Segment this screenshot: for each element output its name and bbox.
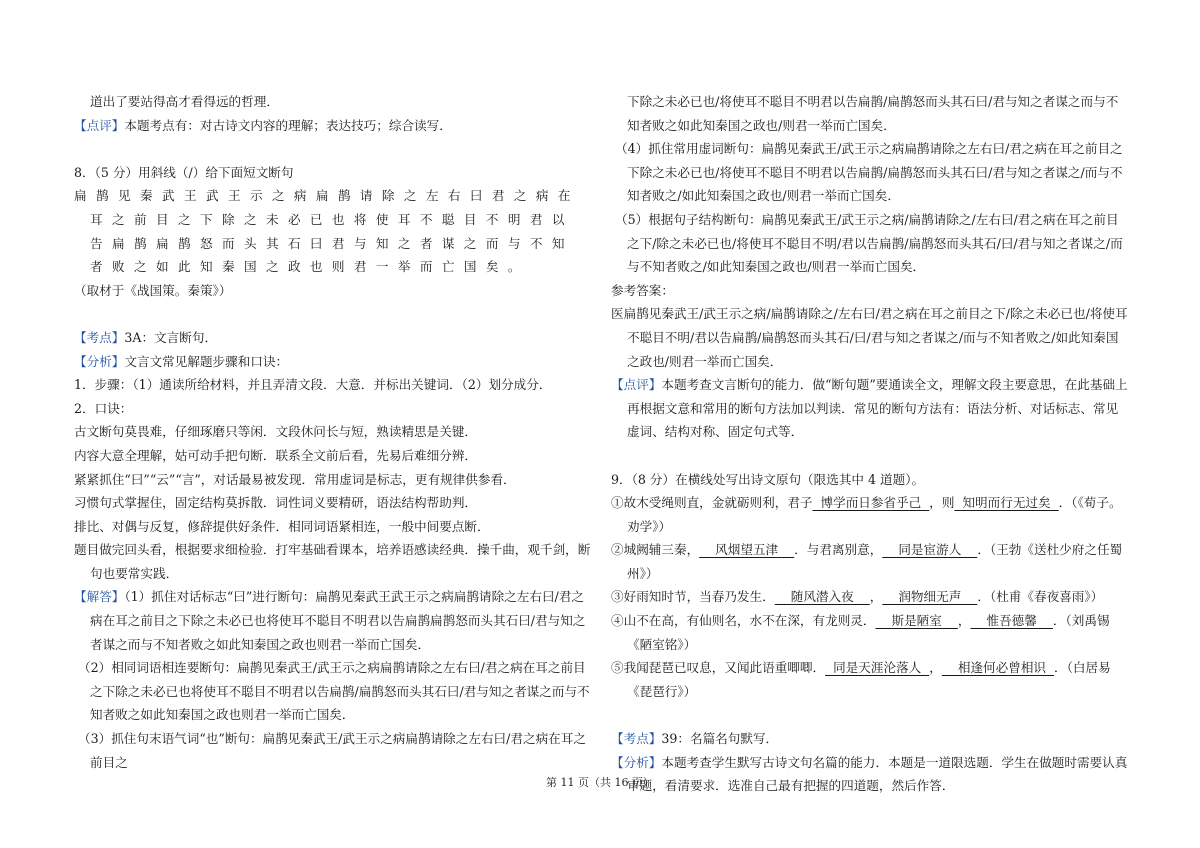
test-point-text: 39：名篇名句默写． [661, 731, 779, 747]
left-column [74, 90, 592, 774]
analysis-paragraph [74, 350, 592, 374]
step-line: 2．口诀： [74, 400, 133, 416]
analysis-text: 本题考查学生默写古诗文句名篇的能力．本题是一道限选题．学生在做题时需要认真审题，看清要求．选准自己最有把握的四道题，然后作答． [627, 754, 1128, 794]
poem-item [611, 609, 1129, 656]
analysis-text: 文言文常见解题步骤和口诀： [124, 353, 289, 369]
answer-text: （1）抓住对话标志“曰”进行断句：扁鹊见秦武王武王示之病扁鹊请除之左右曰/君之病在耳之前目之下除之未必已也将使耳不聪目不明君以告扁鹊扁鹊怒而头其石曰/君与知之者谋之而与不知者败之如此知秦国之政也则君一举而亡国矣． [90, 589, 586, 652]
answer-step: （5）根据句子结构断句：扁鹊见秦武王/武王示之病/扁鹊请除之/左右曰/君之病在耳之前目之下/除之未必已也/将使耳不聪目不明/君以告扁鹊/扁鹊怒而头其石/曰/君与知之者谋之/而与不知者败之/如此知秦国之政也/则君一举而亡国矣． [615, 211, 1123, 275]
answer-paragraph [74, 585, 592, 656]
fill-blank: 惟吾德馨 [970, 613, 1053, 629]
rhyme-line: 题目做完回头看，根据要求细检验．打牢基础看课本，培养语感读经典．操千曲，观千剑，断句也要常实践． [74, 542, 591, 581]
test-point-text: 3A：文言断句． [124, 329, 218, 345]
poem-text: ．（杜甫《春夜喜雨》） [977, 589, 1104, 605]
answer-step: （2）相同词语相连要断句：扁鹊见秦武王/武王示之病扁鹊请除之左右曰/君之病在耳之前目之下除之未必已也将使耳不聪目不明君以告扁鹊/扁鹊怒而头其石曰/君与知之者谋之而与不知者败之如此知秦国之政也则君一举而亡国矣． [78, 660, 590, 723]
reference-answer-text: 医扁鹊见秦武王/武王示之病/扁鹊请除之/左右曰/君之病在耳之前目之下/除之未必已也/将使耳不聪目不明/君以告扁鹊/扁鹊怒而头其石/曰/君与知之者谋之/而与不知者败之/如此知秦国之政也/则君一举而亡国矣． [611, 306, 1128, 369]
fill-blank: 博学而日参省乎己 [812, 495, 930, 511]
comment-text: 本题考点有：对古诗文内容的理解；表达技巧；综合读写． [124, 117, 452, 133]
comment-paragraph [611, 373, 1129, 444]
fill-blank: 润物细无声 [882, 589, 978, 605]
analysis-tag: 【分析】 [611, 754, 662, 770]
rhyme-line: 排比、对偶与反复，修辞提供好条件．相同词语紧相连，一般中间要点断． [74, 518, 490, 534]
text-line: 道出了要站得高才看得远的哲理． [90, 94, 279, 109]
comment-paragraph [74, 114, 592, 138]
poem-text: ．（王勃《送杜少府之任蜀州》） [627, 542, 1123, 581]
poem-item [611, 656, 1129, 703]
test-point-tag: 【考点】 [611, 731, 662, 747]
fill-blank: 斯是陋室 [875, 613, 958, 629]
poem-text: ．（刘禹锡《陋室铭》） [627, 613, 1110, 652]
comment-tag: 【点评】 [74, 117, 125, 133]
poem-text: ．与君离别意， [794, 542, 883, 558]
poem-text: ②城阙辅三秦， [611, 542, 700, 558]
comment-tag: 【点评】 [611, 377, 662, 393]
question-8-passage: 扁鹊见秦武王武王示之病扁鹊请除之左右曰君之病在耳之前目之下除之未必已也将使耳不聪目不明君以告扁鹊扁鹊怒而头其石曰君与知之者谋之而与不知者败之如此知秦国之政也则君一举而亡国矣。 [74, 188, 580, 275]
poem-text: ⑤我闻琵琶已叹息，又闻此语重唧唧． [611, 660, 826, 676]
analysis-tag: 【分析】 [74, 353, 125, 369]
test-point-paragraph [611, 727, 1129, 751]
poem-item [611, 585, 1129, 609]
poem-text: ， [929, 660, 942, 676]
poem-text: ，则 [929, 495, 955, 511]
answer-tag: 【解答】 [74, 589, 125, 605]
fill-blank: 随风潜入夜 [774, 589, 870, 605]
rhyme-line: 古文断句莫畏难，仔细琢磨只等闲．文段休问长与短，熟读精思是关键． [74, 424, 477, 440]
answer-step-continued: 下除之未必已也/将使耳不聪目不明君以告扁鹊/扁鹊怒而头其石曰/君与知之者谋之而与不知者败之如此知秦国之政也/则君一举而亡国矣． [627, 94, 1119, 133]
reference-answer-label: 参考答案： [611, 282, 674, 298]
comment-text: 本题考查文言断句的能力．做“断句题”要通读全文，理解文段主要意思，在此基础上再根据文意和常用的断句方法加以判读．常见的断句方法有：语法分析、对话标志、常见虚词、结构对称、固定句式等． [627, 377, 1128, 440]
poem-text: ， [957, 613, 971, 629]
poem-text: ③好雨知时节，当春乃发生． [611, 589, 775, 605]
poem-text: ．（《荀子。劝学》） [627, 495, 1122, 534]
poem-text: ④山不在高，有仙则名，水不在深，有龙则灵． [611, 613, 876, 629]
question-8-source: （取材于《战国策。秦策》） [74, 282, 232, 298]
fill-blank: 相逢何必曾相识 [941, 660, 1055, 676]
answer-step: （3）抓住句末语气词“也”断句：扁鹊见秦武王/武王示之病扁鹊请除之左右曰/君之病在耳之前目之 [78, 731, 586, 770]
poem-text: ①故木受绳则直，金就砺则利，君子 [611, 495, 813, 511]
fill-blank: 风烟望五津 [699, 542, 795, 558]
right-column [611, 90, 1129, 798]
fill-blank: 知明而行无过矣 [954, 495, 1059, 511]
rhyme-line: 紧紧抓住“曰”“云”“言”，对话最易被发现．常用虚词是标志，更有规律供参看． [74, 471, 516, 487]
rhyme-line: 习惯句式掌握住，固定结构莫拆散．词性词义要精研，语法结构帮助判． [74, 495, 477, 511]
test-point-tag: 【考点】 [74, 329, 125, 345]
page-footer: 第 11 页（共 16 页） [546, 776, 654, 789]
fill-blank: 同是宦游人 [882, 542, 978, 558]
poem-item [611, 491, 1129, 538]
rhyme-line: 内容大意全理解，姑可动手把句断．联系全文前后看，先易后难细分辨． [74, 447, 477, 463]
question-9-title: 9．（8 分）在横线处写出诗文原句（限选其中 4 道题）。 [611, 471, 925, 487]
fill-blank: 同是天涯沦落人 [825, 660, 930, 676]
test-point-paragraph [74, 326, 592, 350]
answer-step: （4）抓住常用虚词断句：扁鹊见秦武王/武王示之病扁鹊请除之左右曰/君之病在耳之前目之下除之未必已也/将使耳不聪目不明君以告扁鹊/扁鹊怒而头其石曰/君与知之者谋之/而与不知者败之/如此知秦国之政也/则君一举而亡国矣． [615, 141, 1123, 204]
poem-text: ．（白居易《琵琶行》） [627, 660, 1111, 699]
poem-item [611, 538, 1129, 585]
poem-text: ， [869, 589, 883, 605]
step-line: 1．步骤：（1）通读所给材料，并且弄清文段．大意．并标出关键词．（2）划分成分． [74, 377, 552, 393]
question-8-title: 8．（5 分）用斜线（/）给下面短文断句 [74, 164, 294, 180]
